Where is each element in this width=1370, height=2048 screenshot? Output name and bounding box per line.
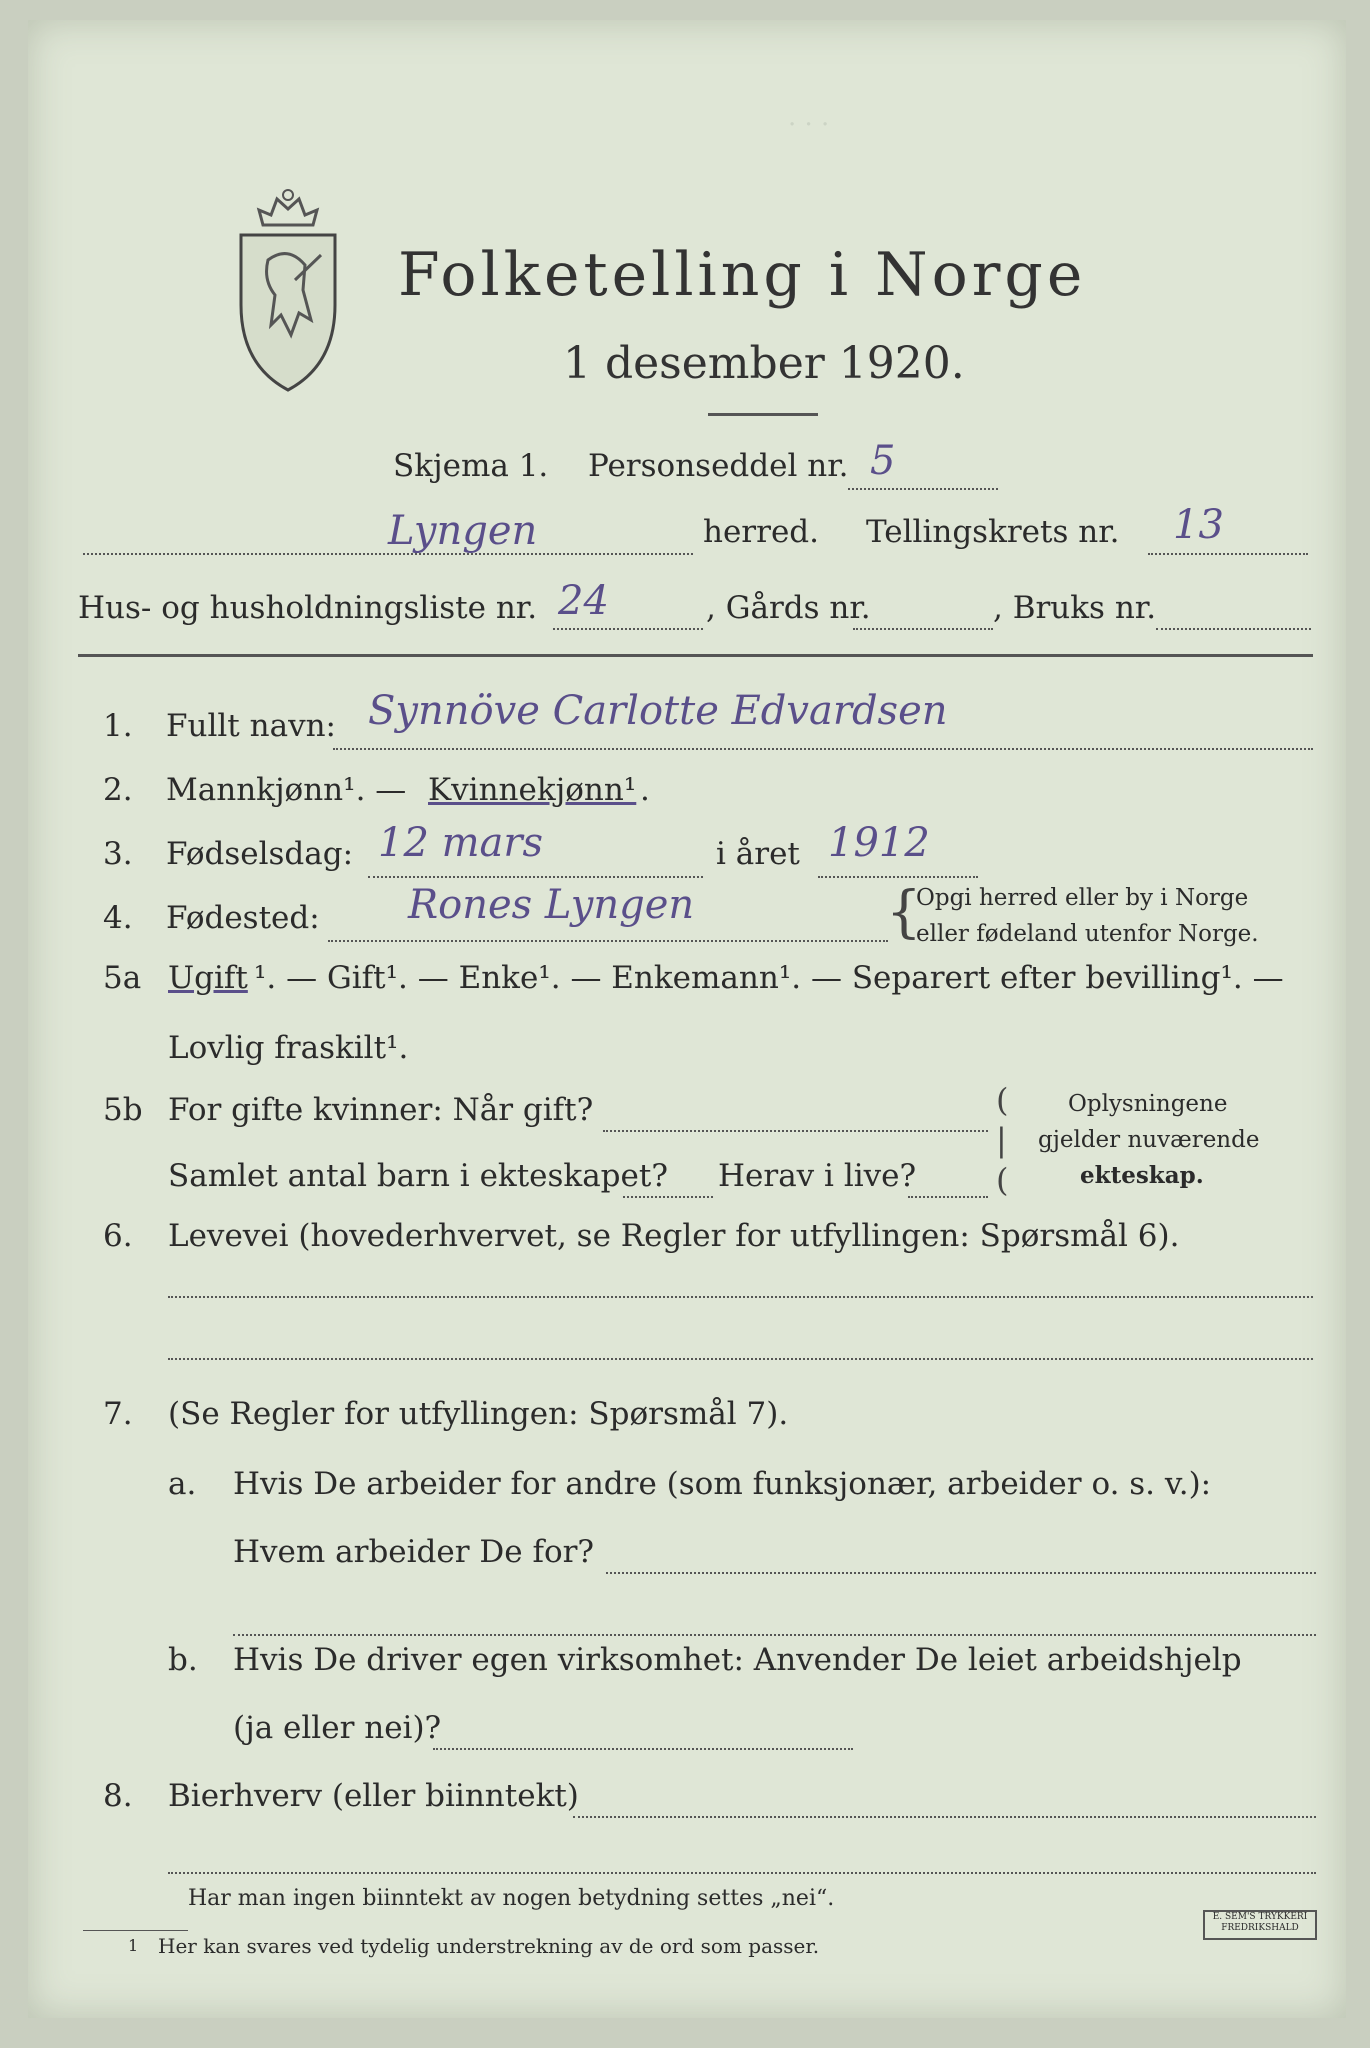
q6-label: Levevei (hovederhvervet, se Regler for utfyllingen: Spørsmål 6). [168, 1218, 1180, 1254]
q5b-number: 5b [103, 1092, 143, 1128]
q3-birthday-value: 12 mars [378, 820, 544, 866]
bleed-through-text: · · · [788, 110, 830, 140]
q6-line1 [168, 1296, 1313, 1298]
q4-birthplace-value: Rones Lyngen [408, 882, 695, 928]
gards-label: , Gårds nr. [706, 590, 871, 626]
q7a-number: a. [168, 1466, 197, 1502]
q6-number: 6. [103, 1218, 133, 1254]
q3-year-label: i året [716, 836, 800, 872]
q7a-label2: Hvem arbeider De for? [233, 1534, 595, 1570]
husliste-label: Hus- og husholdningsliste nr. [78, 590, 538, 626]
q4-note-line2: eller fødeland utenfor Norge. [916, 921, 1259, 947]
q5b-children-label: Samlet antal barn i ekteskapet? [168, 1158, 668, 1194]
q4-number: 4. [103, 900, 133, 936]
q4-note-line1: Opgi herred eller by i Norge [916, 885, 1249, 911]
q7a-line1 [606, 1572, 1316, 1574]
herred-label: herred. [703, 514, 819, 550]
census-form-page [28, 20, 1346, 2018]
personseddel-value: 5 [870, 438, 896, 484]
herred-value: Lyngen [388, 508, 538, 554]
q3-year-value: 1912 [828, 820, 930, 866]
q5b-note-line3: ekteskap. [1080, 1162, 1204, 1189]
form-title: Folketelling i Norge [398, 240, 1087, 310]
tellingskrets-value: 13 [1173, 502, 1224, 548]
q3-year-line [818, 876, 978, 878]
bruks-label: , Bruks nr. [993, 590, 1157, 626]
q5b-label: For gifte kvinner: Når gift? [168, 1092, 594, 1128]
q2-label-male: Mannkjønn¹. — [166, 772, 407, 808]
q5b-note-line1: Oplysningene [1068, 1091, 1228, 1117]
q1-line [333, 748, 1313, 750]
q5a-ugift-underlined: Ugift [168, 960, 248, 996]
q7b-number: b. [168, 1642, 198, 1678]
footer-note: Har man ingen biinntekt av nogen betydning settes „nei“. [188, 1886, 835, 1911]
q4-brace: { [886, 880, 922, 945]
footnote-text: Her kan svares ved tydelig understrekning av de ord som passer. [158, 1934, 820, 1958]
q6-line2 [168, 1358, 1313, 1360]
footnote-rule [83, 1930, 188, 1931]
q2-label-female-underlined: Kvinnekjønn¹ [428, 772, 637, 808]
q8-line1 [573, 1816, 1316, 1818]
q4-label: Fødested: [166, 900, 320, 936]
q7b-line [433, 1748, 853, 1750]
q5a-number: 5a [103, 960, 142, 996]
q8-number: 8. [103, 1778, 133, 1814]
q8-label: Bierhverv (eller biinntekt) [168, 1778, 579, 1814]
personseddel-line [848, 488, 998, 490]
tellingskrets-line [1148, 553, 1308, 555]
q5b-children-line [623, 1196, 713, 1198]
census-date: 1 desember 1920. [563, 338, 965, 389]
personseddel-label: Personseddel nr. [588, 448, 849, 484]
q7a-label: Hvis De arbeider for andre (som funksjonær, arbeider o. s. v.): [233, 1466, 1212, 1502]
title-rule [708, 413, 818, 416]
q7a-line2 [233, 1634, 1316, 1636]
gards-line [853, 628, 993, 630]
header-divider [78, 654, 1313, 657]
q5b-note-line2: gjelder nuværende [1038, 1127, 1260, 1153]
q4-line [328, 940, 888, 942]
q1-full-name-value: Synnöve Carlotte Edvardsen [368, 688, 948, 734]
q7b-label2: (ja eller nei)? [233, 1710, 442, 1746]
husliste-value: 24 [558, 578, 609, 624]
q5b-married-line [603, 1130, 988, 1132]
q5a-options: ¹. — Gift¹. — Enke¹. — Enkemann¹. — Separert efter bevilling¹. — [254, 960, 1284, 996]
norway-coat-of-arms-icon [233, 185, 343, 395]
q5b-alive-line [908, 1196, 988, 1198]
q8-line2 [168, 1872, 1316, 1874]
q3-line [368, 876, 703, 878]
husliste-line [553, 628, 703, 630]
q2-end: . [640, 772, 650, 808]
q3-number: 3. [103, 836, 133, 872]
q1-number: 1. [103, 708, 133, 744]
skjema-label: Skjema 1. [393, 448, 549, 484]
printer-stamp: E. SEM'S TRYKKERI FREDRIKSHALD [1203, 1910, 1317, 1940]
q5b-bracket: ( | ( [996, 1081, 1009, 1199]
q1-label: Fullt navn: [166, 708, 336, 744]
tellingskrets-label: Tellingskrets nr. [866, 514, 1120, 550]
q7b-label: Hvis De driver egen virksomhet: Anvender De leiet arbeidshjelp [233, 1642, 1242, 1678]
q2-number: 2. [103, 772, 133, 808]
q5a-line2: Lovlig fraskilt¹. [168, 1030, 409, 1066]
footnote-number: 1 [128, 1936, 139, 1955]
q7-number: 7. [103, 1396, 133, 1432]
q3-label: Fødselsdag: [166, 836, 354, 872]
bruks-line [1156, 628, 1311, 630]
q7-label: (Se Regler for utfyllingen: Spørsmål 7). [168, 1396, 789, 1432]
q5b-alive-label: Herav i live? [718, 1158, 917, 1194]
